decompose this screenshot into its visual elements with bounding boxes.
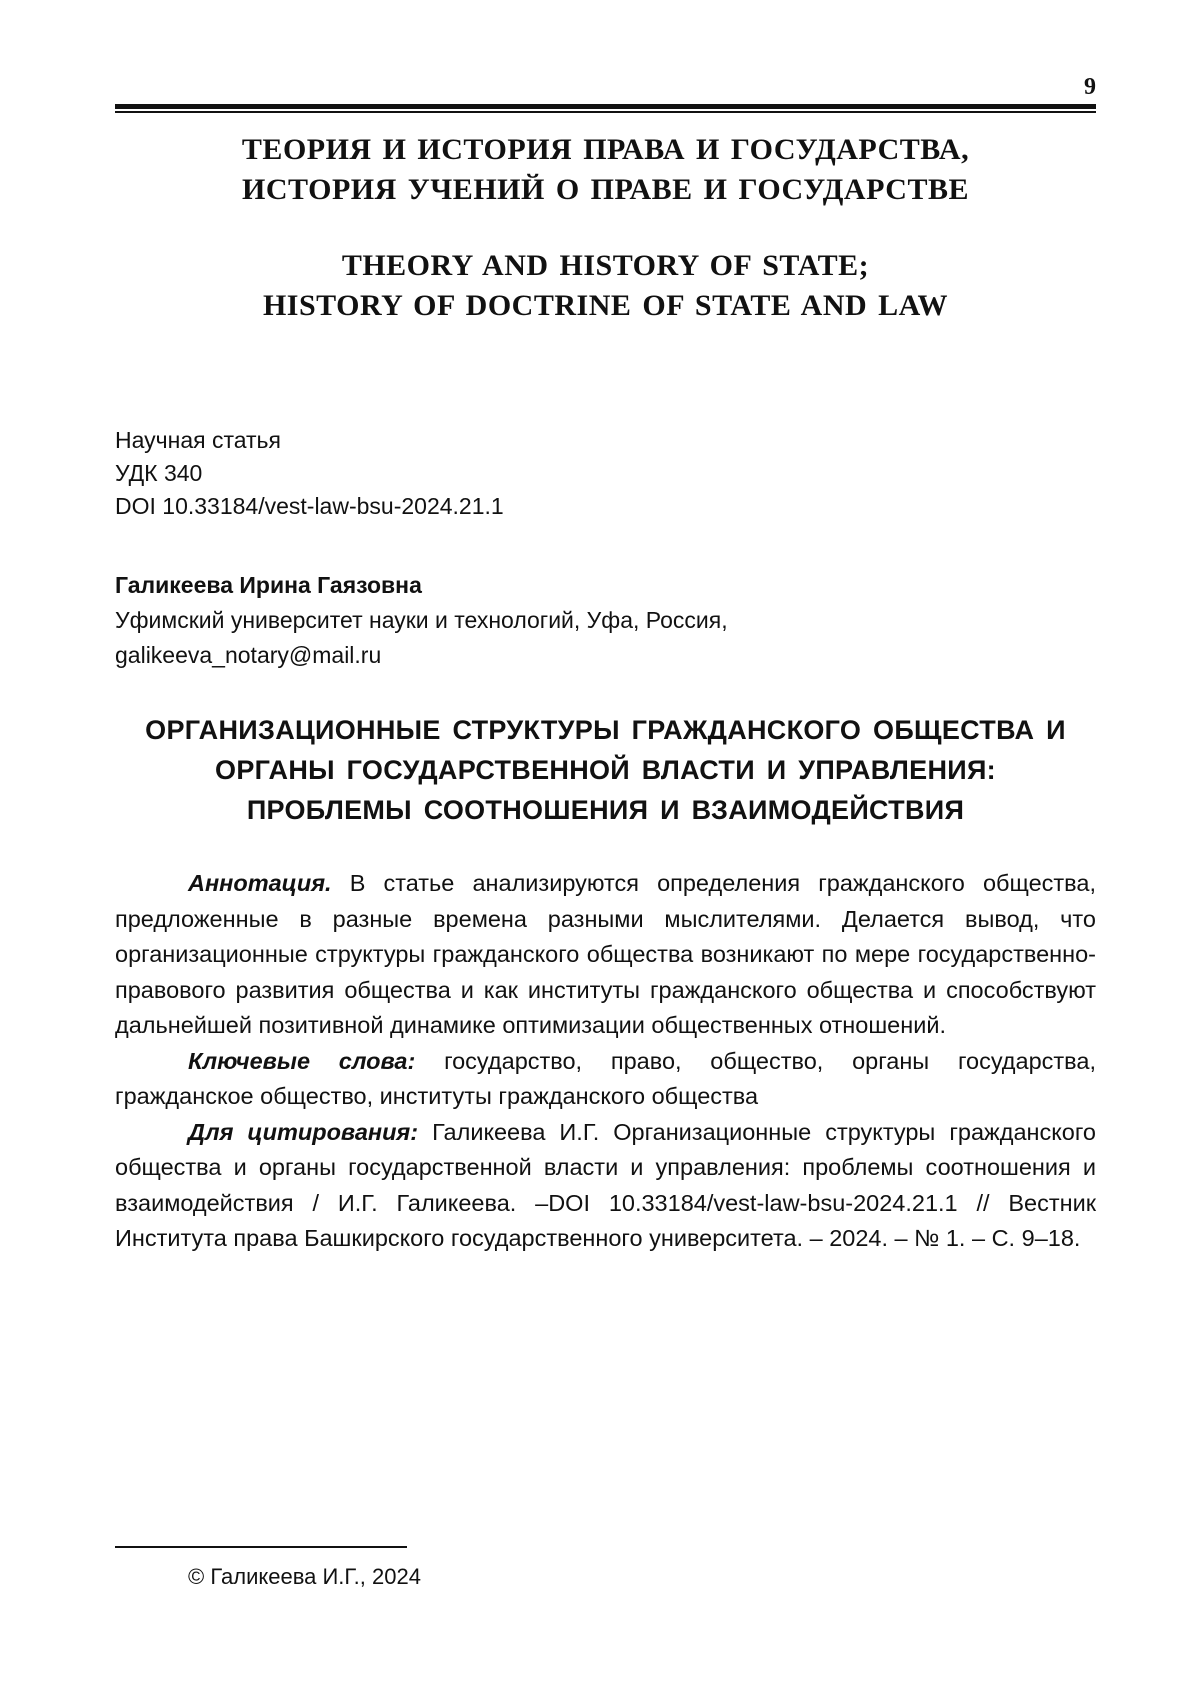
article-front-matter bbox=[115, 866, 1096, 1257]
page-number: 9 bbox=[1084, 74, 1096, 100]
citation-label: Для цитирования: bbox=[188, 1118, 419, 1145]
section-heading-en bbox=[115, 246, 1096, 326]
article-meta bbox=[115, 424, 1096, 523]
copyright-footnote: © Галикеева И.Г., 2024 bbox=[188, 1564, 421, 1589]
keywords-paragraph bbox=[115, 1044, 1096, 1115]
doi: DOI 10.33184/vest-law-bsu-2024.21.1 bbox=[115, 493, 504, 519]
abstract-paragraph bbox=[115, 866, 1096, 1044]
author-email: galikeeva_notary@mail.ru bbox=[115, 642, 382, 668]
citation-text: Галикеева И.Г. Организационные структуры гражданского общества и органы государственной власти и управления: проблемы соотношения и взаимодействия / И.Г. Галикеева. –DOI 10.33184/vest-law-bsu-2024.21.1 // Вестник Института права Башкирского государственного университета. – 2024. – № 1. – С. 9–18. bbox=[115, 1118, 1097, 1251]
keywords-text: государство, право, общество, органы государства, гражданское общество, институты гражданского общества bbox=[115, 1047, 1096, 1109]
keywords-label: Ключевые слова: bbox=[188, 1047, 416, 1074]
section-heading-ru bbox=[115, 130, 1096, 210]
citation-paragraph bbox=[115, 1115, 1096, 1257]
section-heading-en-line-2: HISTORY OF DOCTRINE OF STATE AND LAW bbox=[262, 289, 949, 322]
abstract-text: В статье анализируются определения гражданского общества, предложенные в разные времена разными мыслителями. Делается вывод, что организационные структуры гражданского общества возникают по мере государственно-правового развития общества и как институты гражданского общества и способствуют дальнейшей позитивной динамике оптимизации общественных отношений. bbox=[115, 870, 1096, 1038]
header-rule-thick bbox=[115, 104, 1096, 109]
article-title bbox=[115, 710, 1096, 830]
article-title-line-3: ПРОБЛЕМЫ СООТНОШЕНИЯ И ВЗАИМОДЕЙСТВИЯ bbox=[246, 795, 965, 825]
author-affiliation: Уфимский университет науки и технологий, Уфа, Россия, bbox=[115, 607, 728, 633]
article-title-line-2: ОРГАНЫ ГОСУДАРСТВЕННОЙ ВЛАСТИ И УПРАВЛЕНИЯ: bbox=[215, 755, 996, 785]
author-block bbox=[115, 568, 1096, 673]
udc-code: УДК 340 bbox=[115, 460, 203, 486]
header-rule-thin bbox=[115, 111, 1096, 113]
section-heading-en-line-1: THEORY AND HISTORY OF STATE; bbox=[341, 249, 870, 282]
section-heading-ru-line-1: ТЕОРИЯ И ИСТОРИЯ ПРАВА И ГОСУДАРСТВА, bbox=[241, 133, 970, 166]
header-double-rule bbox=[115, 104, 1096, 114]
article-title-line-1: ОРГАНИЗАЦИОННЫЕ СТРУКТУРЫ ГРАЖДАНСКОГО ОБЩЕСТВА И bbox=[145, 715, 1066, 745]
abstract-label: Аннотация. bbox=[188, 870, 332, 896]
section-heading-ru-line-2: ИСТОРИЯ УЧЕНИЙ О ПРАВЕ И ГОСУДАРСТВЕ bbox=[242, 173, 969, 206]
footnote-separator bbox=[115, 1546, 407, 1548]
author-name: Галикеева Ирина Гаязовна bbox=[115, 572, 422, 598]
article-type: Научная статья bbox=[115, 427, 281, 453]
